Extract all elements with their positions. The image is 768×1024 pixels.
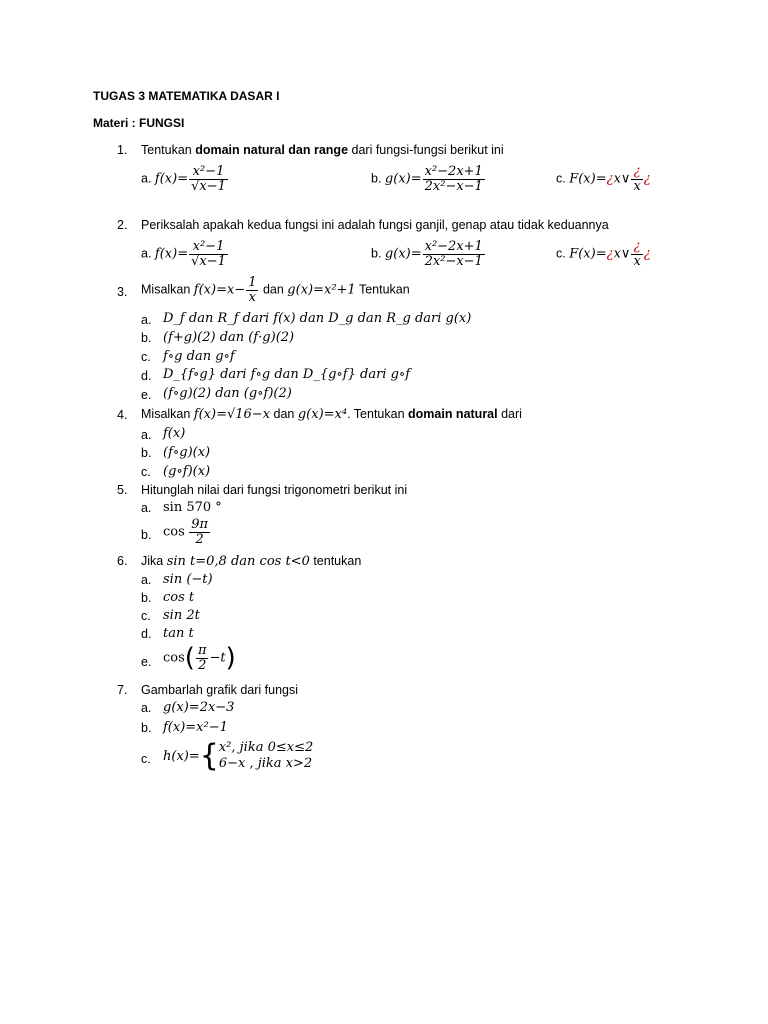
fraction: $\frac{9\pi}{2}$ bbox=[191, 517, 209, 547]
list-item: sin 2t bbox=[163, 608, 200, 623]
question-number: 2. bbox=[117, 218, 128, 232]
question-text: Misalkan f(x)=√16−x dan g(x)=x⁴. Tentukan domain natural dari bbox=[141, 407, 522, 422]
list-item: cos( $\frac{\pi}{2}$ −t) bbox=[163, 642, 236, 673]
list-item-label: d. bbox=[141, 627, 152, 641]
list-item-label: b. bbox=[141, 446, 152, 460]
list-item-label: c. bbox=[141, 609, 151, 623]
list-item-label: a. bbox=[141, 573, 152, 587]
question-text: Tentukan domain natural dan range dari fungsi-fungsi berikut ini bbox=[141, 143, 504, 157]
list-item: cos $\frac{9\pi}{2}$ bbox=[163, 517, 209, 547]
piecewise-cases: x², jika 0≤x≤2 6−x , jika x>2 bbox=[218, 740, 314, 772]
list-item-label: a. bbox=[141, 501, 152, 515]
question-number: 1. bbox=[117, 143, 128, 157]
list-item-label: e. bbox=[141, 388, 152, 402]
brace: { bbox=[199, 738, 219, 774]
question-text: Misalkan f(x)=x− $\frac{1}{x}$ dan g(x)=x²+1 Tentukan bbox=[141, 275, 410, 305]
list-item: sin 570 ° bbox=[163, 500, 222, 515]
list-item-label: c. bbox=[141, 752, 151, 766]
question-text: Periksalah apakah kedua fungsi ini adalah fungsi ganjil, genap atau tidak keduannya bbox=[141, 218, 609, 232]
fraction: $\frac{\text{x²−1}}{√x-1}$ bbox=[191, 164, 226, 194]
list-item: sin (−t) bbox=[163, 572, 213, 587]
list-item: cos t bbox=[163, 590, 195, 605]
list-item-label: a. bbox=[141, 701, 152, 715]
fraction: $\frac{\text{x²−2x+1}}{\text{2x²−x−1}}$ bbox=[424, 239, 483, 269]
question-number: 3. bbox=[117, 285, 128, 299]
list-item: g(x)=2x−3 bbox=[163, 700, 235, 715]
list-item-label: a. bbox=[141, 313, 152, 327]
list-item-label: b. bbox=[141, 331, 152, 345]
fraction: $\frac{\text{x²−2x+1}}{\text{2x²−x−1}}$ bbox=[424, 164, 483, 194]
list-item-label: c. bbox=[141, 465, 151, 479]
fraction: $\frac{1}{x}$ bbox=[248, 275, 257, 305]
q1-item-a: a. f(x)= $\frac{\text{x²−1}}{√x-1}$ bbox=[141, 164, 226, 194]
question-text: Gambarlah grafik dari fungsi bbox=[141, 683, 299, 697]
list-item-label: a. bbox=[141, 428, 152, 442]
list-item: (f+g)(2) dan (f·g)(2) bbox=[163, 330, 295, 345]
question-text: Jika sin t=0,8 dan cos t<0 tentukan bbox=[141, 554, 362, 569]
list-item: (g∘f)(x) bbox=[163, 464, 211, 479]
q2-item-a: a. f(x)= $\frac{\text{x²−1}}{√x-1}$ bbox=[141, 239, 226, 269]
q2-item-c: c. F(x)=¿x∨ $\frac{¿}{x}$ ¿ bbox=[556, 239, 651, 269]
list-item-label: e. bbox=[141, 655, 152, 669]
fraction: $\frac{¿}{x}$ bbox=[633, 164, 641, 194]
question-number: 6. bbox=[117, 554, 128, 568]
fraction: $\frac{\text{x²−1}}{√x-1}$ bbox=[191, 239, 226, 269]
list-item-label: d. bbox=[141, 369, 152, 383]
list-item: D_f dan R_f dari f(x) dan D_g dan R_g dari g(x) bbox=[163, 311, 472, 326]
list-item: D_{f∘g} dari f∘g dan D_{g∘f} dari g∘f bbox=[163, 367, 411, 382]
question-number: 4. bbox=[117, 408, 128, 422]
list-item: h(x)={ x², jika 0≤x≤2 6−x , jika x>2 bbox=[163, 738, 314, 774]
list-item: f(x) bbox=[163, 426, 186, 441]
document-title: TUGAS 3 MATEMATIKA DASAR I bbox=[93, 89, 280, 103]
list-item: f(x)=x²−1 bbox=[163, 720, 228, 735]
list-item: (f∘g)(2) dan (g∘f)(2) bbox=[163, 386, 292, 401]
question-number: 7. bbox=[117, 683, 128, 697]
list-item-label: b. bbox=[141, 721, 152, 735]
list-item-label: b. bbox=[141, 528, 152, 542]
fraction: $\frac{¿}{x}$ bbox=[633, 239, 641, 269]
document-subtitle: Materi : FUNGSI bbox=[93, 116, 185, 130]
fraction: $\frac{\pi}{2}$ bbox=[197, 642, 207, 673]
question-text: Hitunglah nilai dari fungsi trigonometri berikut ini bbox=[141, 483, 408, 497]
q1-item-b: b. g(x)= $\frac{\text{x²−2x+1}}{\text{2x²−x−1}}$ bbox=[371, 164, 483, 194]
list-item-label: c. bbox=[141, 350, 151, 364]
question-number: 5. bbox=[117, 483, 128, 497]
list-item: tan t bbox=[163, 626, 194, 641]
list-item-label: b. bbox=[141, 591, 152, 605]
list-item: f∘g dan g∘f bbox=[163, 349, 235, 364]
list-item: (f∘g)(x) bbox=[163, 445, 211, 460]
q2-item-b: b. g(x)= $\frac{\text{x²−2x+1}}{\text{2x²−x−1}}$ bbox=[371, 239, 483, 269]
q1-item-c: c. F(x)=¿x∨ $\frac{¿}{x}$ ¿ bbox=[556, 164, 651, 194]
